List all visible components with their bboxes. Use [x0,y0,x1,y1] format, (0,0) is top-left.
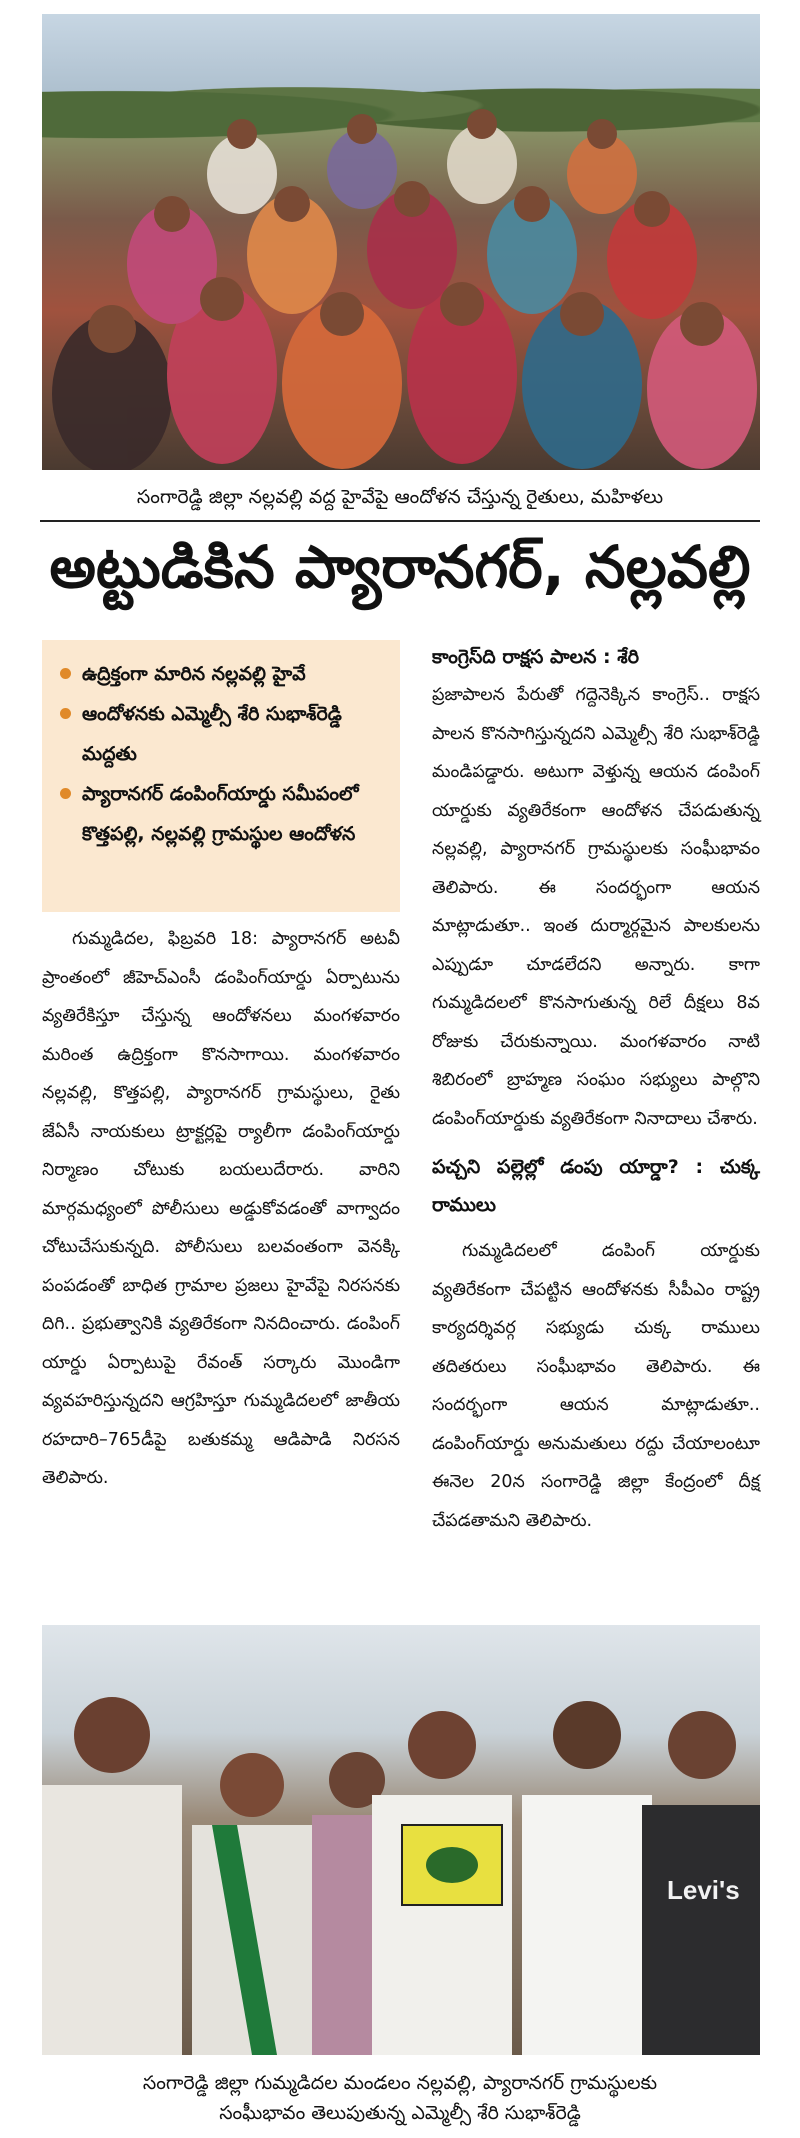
crowd-illustration [42,14,760,470]
highlight-text: ఉద్రిక్తంగా మారిన నల్లవల్లి హైవే [82,663,306,685]
top-photo-caption: సంగారెడ్డి జిల్లా నల్లవల్లి వద్ద హైవేపై ఆందోళన చేస్తున్న రైతులు, మహిళలు [136,486,664,508]
right-column [432,638,760,1540]
highlight-text: ఆందోళనకు ఎమ్మెల్సీ శేరి సుభాశ్‌రెడ్డి మద్దతు [82,703,342,765]
right-body-1: ప్రజాపాలన పేరుతో గద్దెనెక్కిన కాంగ్రెస్.. రాక్షస పాలన కొనసాగిస్తున్నదని ఎమ్మెల్సీ శేరి సుభాశ్‌రెడ్డి మండిపడ్డారు. అటుగా వెళ్తున్న ఆయన డంపింగ్ యార్డుకు వ్యతిరేకంగా ఆందోళన చేపడుతున్న నల్లవల్లి, ప్యారానగర్ గ్రామస్థులకు సంఘీభావం తెలిపారు. ఈ సందర్భంగా ఆయన మాట్లాడుతూ.. ఇంత దుర్మార్గమైన పాలకులను ఎప్పుడూ చూడలేదని అన్నారు. కాగా గుమ్మడిదలలో కొనసాగుతున్న రిలే దీక్షలు 8వ రోజుకు చేరుకున్నాయి. మంగళవారం నాటి శిబిరంలో బ్రాహ్మణ సంఘం సభ్యులు పాల్గొని డంపింగ్‌యార్డుకు వ్యతిరేకంగా నినాదాలు చేశారు. [432,685,760,1129]
highlight-item [54,654,390,694]
shirt-logo-text: Levi's [667,1875,740,1905]
group-illustration [42,1625,760,2055]
highlights-box [42,640,400,912]
left-body: గుమ్మడిదల, ఫిబ్రవరి 18: ప్యారానగర్ అటవీ ప్రాంతంలో జీహెచ్‌ఎంసీ డంపింగ్‌యార్డు ఏర్పాటును వ్యతిరేకిస్తూ చేస్తున్న ఆందోళనలు మంగళవారం మరింత ఉద్రిక్తంగా కొనసాగాయి. మంగళవారం నల్లవల్లి, కొత్తపల్లి, ప్యారానగర్ గ్రామస్థులు, రైతు జేఏసీ నాయకులు ట్రాక్టర్లపై ర్యాలీగా డంపింగ్‌యార్డు నిర్మాణం చోటుకు బయలుదేరారు. వారిని మార్గమధ్యంలో పోలీసులు అడ్డుకోవడంతో వాగ్వాదం చోటుచేసుకున్నది. పోలీసులు బలవంతంగా వెనక్కి పంపడంతో బాధిత గ్రామాల ప్రజలు హైవేపై నిరసనకు దిగి.. ప్రభుత్వానికి వ్యతిరేకంగా నినదించారు. డంపింగ్ యార్డు ఏర్పాటుపై రేవంత్ సర్కారు మొండిగా వ్యవహరిస్తున్నదని ఆగ్రహిస్తూ గుమ్మడిదలలో జాతీయ రహదారి–765డీపై బతుకమ్మ ఆడిపాడి నిరసన తెలిపారు. [42,929,400,1488]
bullet-icon [60,708,71,719]
left-column [42,920,400,1498]
bullet-icon [60,788,71,799]
bottom-caption-line-2: సంఘీభావం తెలుపుతున్న ఎమ్మెల్సీ శేరి సుభాశ్‌రెడ్డి [219,2102,581,2124]
bottom-caption-line-1: సంగారెడ్డి జిల్లా గుమ్మడిదల మండలం నల్లవల్లి, ప్యారానగర్ గ్రామస్థులకు [142,2072,658,2094]
subheading-chukka-ramulu: పచ్చని పల్లెల్లో డంపు యార్డా? : చుక్క రాములు [432,1156,760,1216]
highlight-text: ప్యారానగర్ డంపింగ్‌యార్డు సమీపంలో కొత్తపల్లి, నల్లవల్లి గ్రామస్థుల ఆందోళన [82,783,359,845]
right-body-2: గుమ్మడిదలలో డంపింగ్ యార్డుకు వ్యతిరేకంగా చేపట్టిన ఆందోళనకు సీపీఎం రాష్ట్ర కార్యదర్శివర్గ సభ్యుడు చుక్క రాములు తదితరులు సంఘీభావం తెలిపారు. ఈ సందర్భంగా ఆయన మాట్లాడుతూ.. డంపింగ్‌యార్డు అనుమతులు రద్దు చేయాలంటూ ఈనెల 20న సంగారెడ్డి జిల్లా కేంద్రంలో దీక్ష చేపడతామని తెలిపారు. [432,1241,760,1531]
subheading-sheri: కాంగ్రెస్‌ది రాక్షస పాలన : శేరి [432,646,639,668]
highlight-item [54,694,390,774]
solidarity-photo [42,1625,760,2055]
highlight-item [54,774,390,854]
bullet-icon [60,668,71,679]
headline: అట్టుడికిన ప్యారానగర్, నల్లవల్లి [49,533,751,601]
protest-photo [42,14,760,470]
